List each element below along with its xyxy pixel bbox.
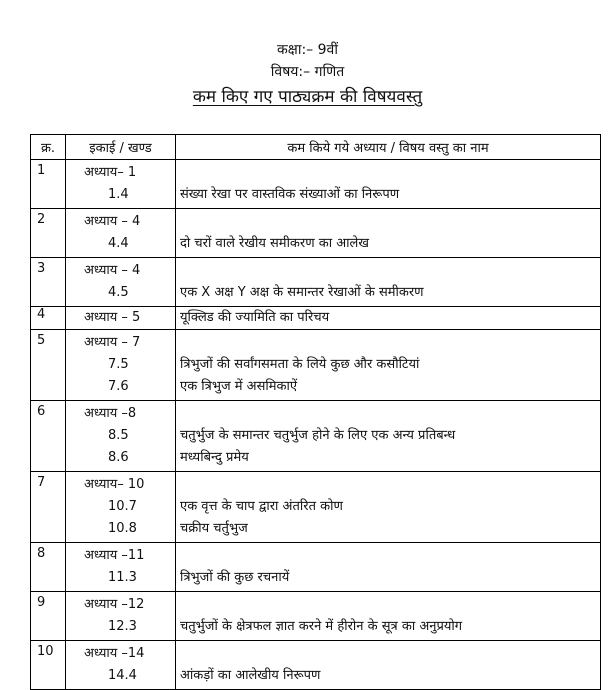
section-number: 4.5 [108,285,129,300]
unit-cell [66,401,176,472]
serial-number-cell: 4 [31,307,66,330]
topic-cell [176,258,601,307]
table-row [31,641,601,690]
chapter-label: अध्याय –12 [84,597,145,612]
topic-cell [176,592,601,641]
table-row [31,543,601,592]
topic-spacer [180,474,596,496]
topic-cell [176,209,601,258]
table-header-row [31,135,601,160]
topic-spacer [180,260,596,282]
chapter-label: अध्याय – 7 [84,335,141,350]
table-row [31,160,601,209]
section-number: 12.3 [108,619,137,634]
section-number: 7.6 [108,379,129,394]
topic-text: चतुर्भुज के समान्तर चतुर्भुज होने के लिए एक अन्य प्रतिबन्ध [180,428,456,443]
column-header-serial: क्र. [31,135,66,160]
reduced-syllabus-table [30,134,601,690]
serial-number-cell: 6 [31,401,66,472]
section-number: 10.8 [108,521,137,536]
chapter-label: अध्याय –14 [84,646,145,661]
topic-text: संख्या रेखा पर वास्तविक संख्याओं का निरूपण [180,187,400,202]
table-row [31,401,601,472]
serial-number-cell: 3 [31,258,66,307]
chapter-label: अध्याय– 1 [84,165,137,180]
table-row [31,592,601,641]
table-row [31,330,601,401]
section-number: 10.7 [108,499,137,514]
class-heading: कक्षा:– 9वीं [277,42,338,58]
topic-spacer [180,211,596,233]
serial-number-cell: 10 [31,641,66,690]
topic-spacer [180,403,596,425]
serial-number-cell: 8 [31,543,66,592]
topic-cell [176,472,601,543]
column-header-topic: कम किये गये अध्याय / विषय वस्तु का नाम [176,135,601,160]
topic-text: चक्रीय चर्तुभुज [180,521,248,536]
document-title: कम किए गए पाठ्यक्रम की विषयवस्तु [192,87,423,107]
topic-spacer [180,643,596,665]
subject-heading: विषय:– गणित [270,64,345,80]
unit-cell [66,592,176,641]
unit-cell [66,209,176,258]
unit-cell [66,641,176,690]
topic-text: त्रिभुजों की सर्वांगसमता के लिये कुछ और कसौटियां [180,357,420,372]
topic-cell [176,330,601,401]
topic-text: एक वृत्त के चाप द्वारा अंतरित कोण [180,499,343,514]
chapter-label: अध्याय –8 [84,406,137,421]
topic-text: एक X अक्ष Y अक्ष के समान्तर रेखाओं के समीकरण [180,285,424,300]
chapter-label: अध्याय – 4 [84,263,141,278]
column-header-unit: इकाई / खण्ड [66,135,176,160]
unit-cell [66,160,176,209]
section-number: 7.5 [108,357,129,372]
unit-cell [66,330,176,401]
topic-cell [176,401,601,472]
serial-number-cell: 5 [31,330,66,401]
topic-cell [176,160,601,209]
topic-text: त्रिभुजों की कुछ रचनायें [180,570,290,585]
section-number: 4.4 [108,236,129,251]
serial-number-cell: 1 [31,160,66,209]
unit-cell [66,258,176,307]
section-number: 14.4 [108,668,137,683]
topic-text: यूक्लिड की ज्यामिति का परिचय [180,310,330,325]
unit-cell [66,472,176,543]
serial-number-cell: 9 [31,592,66,641]
section-number: 8.6 [108,450,129,465]
section-number: 8.5 [108,428,129,443]
topic-spacer [180,545,596,567]
topic-spacer [180,162,596,184]
table-row [31,307,601,330]
serial-number-cell: 2 [31,209,66,258]
topic-text: चतुर्भुजों के क्षेत्रफल ज्ञात करने में हीरोन के सूत्र का अनुप्रयोग [180,619,463,634]
topic-text: आंकड़ों का आलेखीय निरूपण [180,668,321,683]
serial-number-cell: 7 [31,472,66,543]
topic-cell [176,307,601,330]
chapter-label: अध्याय –11 [84,548,145,563]
chapter-label: अध्याय– 10 [84,477,145,492]
topic-text: मध्यबिन्दु प्रमेय [180,450,249,465]
chapter-label: अध्याय – 4 [84,214,141,229]
chapter-label: अध्याय – 5 [84,310,141,325]
topic-cell [176,641,601,690]
topic-text: एक त्रिभुज में असमिकाऐं [180,379,298,394]
section-number: 1.4 [108,187,129,202]
section-number: 11.3 [108,570,137,585]
unit-cell [66,543,176,592]
topic-spacer [180,594,596,616]
unit-cell [66,307,176,330]
table-row [31,209,601,258]
topic-text: दो चरों वाले रेखीय समीकरण का आलेख [180,236,369,251]
topic-spacer [180,332,596,354]
table-row [31,472,601,543]
table-row [31,258,601,307]
topic-cell [176,543,601,592]
